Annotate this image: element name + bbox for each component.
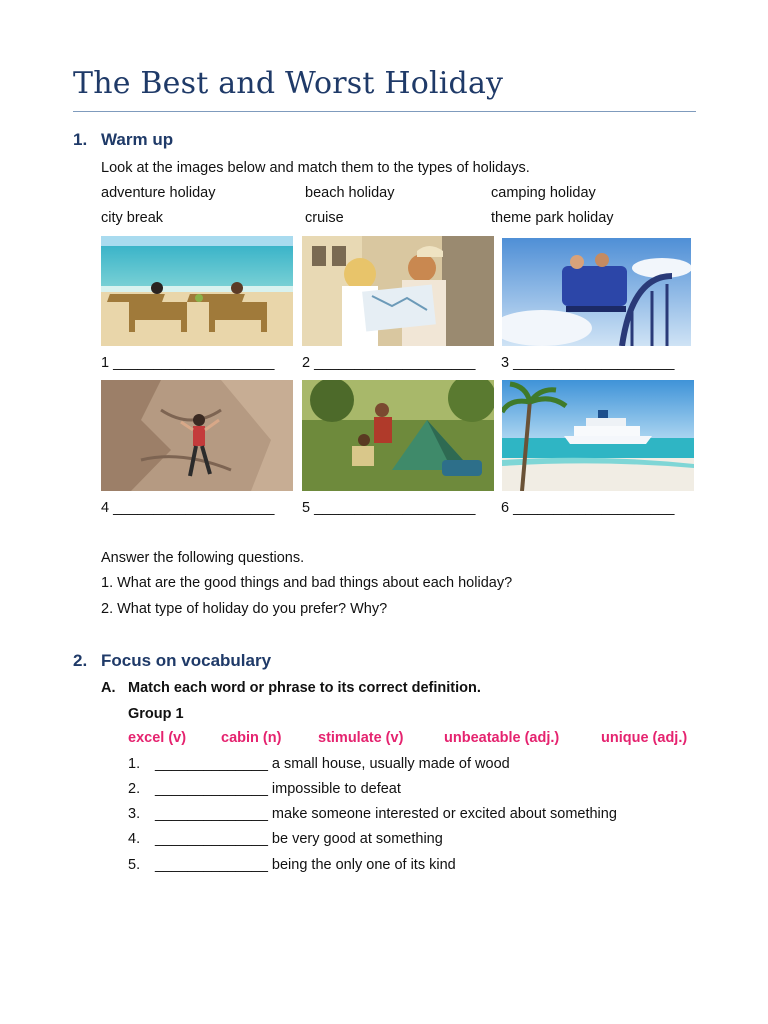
group-label: Group 1 [128,706,184,722]
answer-blank[interactable]: 6 ____________________ [501,500,675,516]
city-tourists-photo [302,236,494,346]
holiday-type: beach holiday [305,185,395,201]
answer-blank[interactable]: 5 ____________________ [302,500,476,516]
holiday-type: adventure holiday [101,185,216,201]
question-item: 1. What are the good things and bad things about each holiday? [101,575,513,591]
question-item: 2. What type of holiday do you prefer? Why? [101,601,388,617]
holiday-type: city break [101,210,164,226]
vocab-word: unbeatable (adj.) [444,730,560,746]
definition-item[interactable]: ______________ make someone interested or excited about something [155,806,617,822]
part-instruction: Match each word or phrase to its correct definition. [128,680,481,696]
holiday-type: camping holiday [491,185,596,201]
part-letter: A. [101,680,116,696]
beach-chairs-photo [101,236,293,346]
answer-blank[interactable]: 3 ____________________ [501,355,675,371]
rock-climbing-photo [101,380,293,491]
holiday-type: theme park holiday [491,210,614,226]
item-number: 5. [128,857,141,873]
answer-blank[interactable]: 1 ____________________ [101,355,275,371]
vocab-word: unique (adj.) [601,730,688,746]
vocab-word: cabin (n) [221,730,282,746]
item-number: 3. [128,806,141,822]
questions-intro: Answer the following questions. [101,550,305,566]
definition-item[interactable]: ______________ impossible to defeat [155,781,401,797]
vocab-word: excel (v) [128,730,187,746]
holiday-type: cruise [305,210,344,226]
answer-blank[interactable]: 4 ____________________ [101,500,275,516]
roller-coaster-photo [502,238,691,346]
definition-item[interactable]: ______________ be very good at something [155,831,443,847]
section-title: Focus on vocabulary [101,651,272,670]
item-number: 2. [128,781,141,797]
warmup-instruction: Look at the images below and match them to the types of holidays. [101,160,530,176]
section-heading-warmup [73,130,173,150]
section-number: 2. [73,651,88,670]
page-title: The Best and Worst Holiday [73,66,504,101]
camping-photo [302,380,494,491]
item-number: 1. [128,756,141,772]
definition-item[interactable]: ______________ being the only one of its kind [155,857,456,873]
item-number: 4. [128,831,141,847]
definition-item[interactable]: ______________ a small house, usually made of wood [155,756,510,772]
section-heading-vocabulary [73,651,271,671]
cruise-ship-photo [502,380,694,491]
title-divider [73,111,696,112]
vocab-word: stimulate (v) [318,730,404,746]
section-number: 1. [73,130,88,149]
section-title: Warm up [101,130,174,149]
answer-blank[interactable]: 2 ____________________ [302,355,476,371]
